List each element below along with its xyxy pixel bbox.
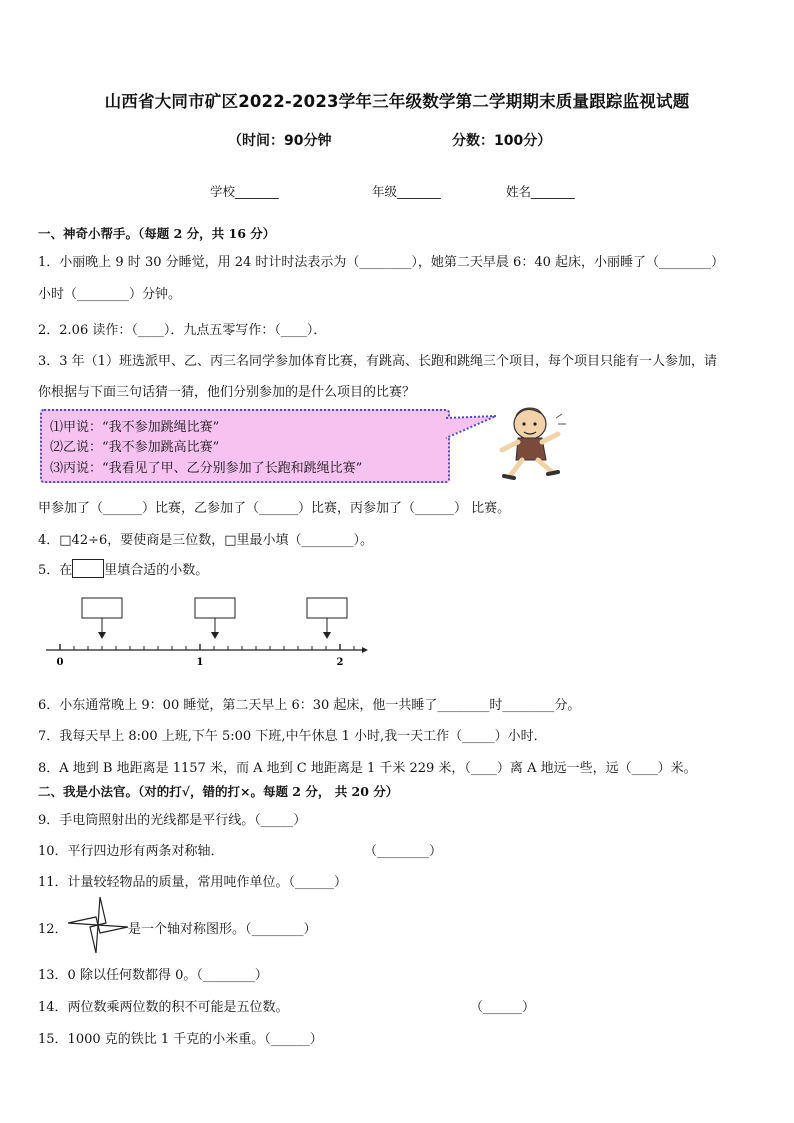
question-10-blank: （________） [364,844,443,859]
question-12-number: 12． [38,922,68,937]
question-2: 2．2.06 读作：（____）．九点五零写作：（____）． [38,323,327,338]
answer-box-2[interactable] [195,598,235,618]
question-6: 6．小东通常晚上 9：00 睡觉，第二天早上 6：30 起床，他一共睡了________时________分。 [38,698,581,713]
section-2-heading: 二、我是小法官。（对的打√，错的打×。每题 2 分， 共 20 分） [38,784,399,799]
question-3-line-2: 你根据与下面三句话猜一猜，他们分别参加的是什么项目的比赛？ [38,385,416,400]
bubble-line-1: ⑴甲说：“我不参加跳绳比赛” [50,420,220,435]
speech-bubble [40,409,450,483]
exam-title: 山西省大同市矿区2022-2023学年三年级数学第二学期期末质量跟踪监视试题 [104,92,690,111]
question-4: 4．□42÷6，要使商是三位数，□里最小填（________）。 [38,533,374,548]
number-line-label-2: 2 [336,657,344,668]
empty-box-icon [72,559,104,578]
question-3-answer: 甲参加了（______）比赛，乙参加了（______）比赛，丙参加了（______） 比赛。 [38,501,511,516]
exam-time: （时间：90分钟 [228,133,332,149]
question-13: 13．0 除以任何数都得 0。（________） [38,968,268,983]
question-5-after: 里填合适的小数。 [104,563,209,578]
pinwheel-figure-icon [66,893,130,957]
exam-score: 分数：100分） [452,133,552,149]
bubble-line-3: ⑶丙说：“我看见了甲、乙分别参加了长跑和跳绳比赛” [50,461,363,476]
grade-field: 年级_______ [372,184,441,199]
number-line-ticks [60,644,354,650]
number-line-label-0: 0 [56,657,64,668]
answer-box-3[interactable] [307,598,347,618]
question-11: 11．计量较轻物品的质量，常用吨作单位。（______） [38,875,348,890]
question-14: 14．两位数乘两位数的积不可能是五位数。 [38,1000,289,1015]
question-5-before: 5．在 [38,563,73,578]
answer-box-1[interactable] [82,598,122,618]
question-3-line-1: 3．3 年（1）班选派甲、乙、丙三名同学参加体育比赛，有跳高、长跑和跳绳三个项目，每个项目只能有一人参加，请 [38,354,717,369]
running-boy-illustration [490,402,570,482]
section-1-heading: 一、神奇小帮手。（每题 2 分，共 16 分） [38,226,276,241]
question-9: 9．手电筒照射出的光线都是平行线。（_____） [38,813,307,828]
question-7: 7．我每天早上 8:00 上班,下午 5:00 下班,中午休息 1 小时,我一天工作（_____）小时． [38,729,547,744]
number-line-figure [40,592,380,672]
question-14-blank: （______） [470,1000,536,1015]
name-field: 姓名_______ [506,184,575,199]
question-10: 10．平行四边形有两条对称轴． [38,844,224,859]
bubble-line-2: ⑵乙说：“我不参加跳高比赛” [50,440,220,455]
question-1-line-2: 小时（________）分钟。 [38,287,182,302]
question-12: 是一个轴对称图形。（________） [128,922,317,937]
question-5 [38,559,208,578]
question-1-line-1: 1．小丽晚上 9 时 30 分睡觉，用 24 时计时法表示为（________），她第二天早晨 6：40 起床，小丽睡了（________） [38,255,724,270]
question-15: 15．1000 克的铁比 1 千克的小米重。（______） [38,1032,323,1047]
number-line-label-1: 1 [196,657,204,668]
school-field: 学校_______ [210,184,279,199]
question-8: 8．A 地到 B 地距离是 1157 米，而 A 地到 C 地距离是 1 千米 229 米，（____）离 A 地远一些，远（____）米。 [38,761,697,776]
